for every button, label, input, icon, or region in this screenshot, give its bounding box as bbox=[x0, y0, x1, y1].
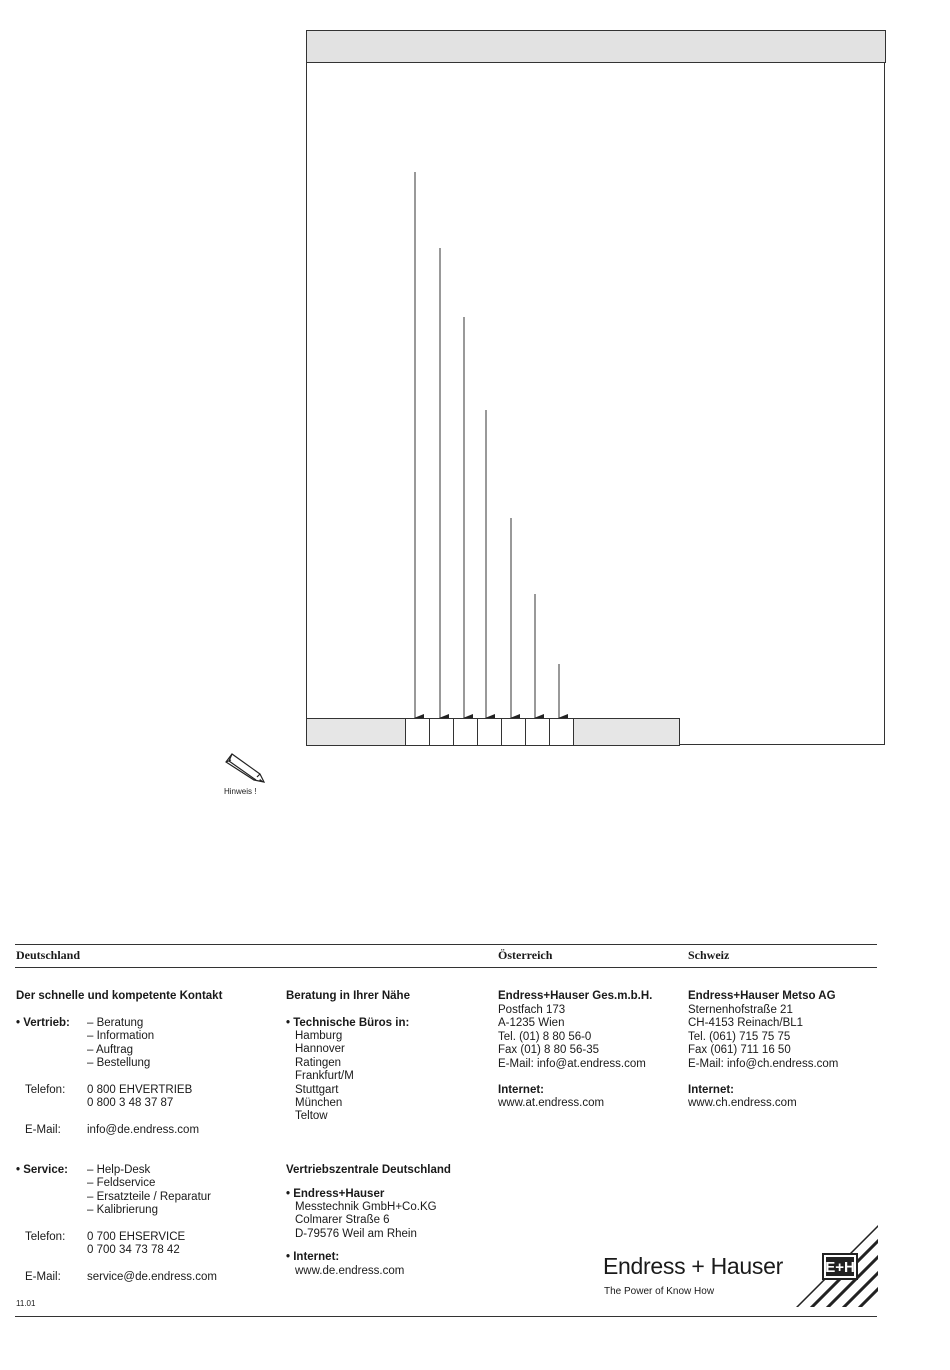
vertrieb-phones bbox=[87, 1084, 192, 1111]
footer-top-rule bbox=[15, 944, 877, 945]
zentrale-address bbox=[295, 1201, 437, 1241]
bueros-label: • Technische Büros in: bbox=[286, 1017, 410, 1029]
phone-number[interactable]: 0 700 34 73 78 42 bbox=[87, 1244, 180, 1257]
telefon-label: Telefon: bbox=[25, 1084, 66, 1096]
beratung-title: Beratung in Ihrer Nähe bbox=[286, 990, 410, 1002]
switzerland-internet-link[interactable]: www.ch.endress.com bbox=[688, 1097, 797, 1109]
address-line: E-Mail: info@ch.endress.com bbox=[688, 1057, 839, 1070]
phone-number[interactable]: 0 800 EHVERTRIEB bbox=[87, 1084, 193, 1096]
code-cell bbox=[502, 719, 526, 745]
list-item: Hamburg bbox=[295, 1030, 343, 1042]
service-email-link[interactable]: service@de.endress.com bbox=[87, 1271, 217, 1283]
brand-name: Endress + Hauser bbox=[603, 1253, 783, 1279]
address-line: Sternenhofstraße 21 bbox=[688, 1004, 793, 1016]
address-line: Messtechnik GmbH+Co.KG bbox=[295, 1201, 437, 1213]
list-item: – Help-Desk bbox=[87, 1164, 151, 1176]
list-item: – Information bbox=[87, 1030, 155, 1043]
address-line: CH-4153 Reinach/BL1 bbox=[688, 1017, 804, 1030]
company-label: • Endress+Hauser bbox=[286, 1188, 385, 1200]
footer-bottom-rule bbox=[15, 1316, 877, 1317]
list-item: Ratingen bbox=[295, 1056, 342, 1069]
vertrieb-email-link[interactable]: info@de.endress.com bbox=[87, 1124, 200, 1136]
austria-company: Endress+Hauser Ges.m.b.H. bbox=[498, 990, 653, 1002]
eh-logo-icon bbox=[796, 1225, 878, 1307]
address-line: Fax (061) 711 16 50 bbox=[688, 1044, 791, 1057]
order-code-bar bbox=[306, 718, 680, 746]
zentrale-title: Vertriebszentrale Deutschland bbox=[286, 1164, 451, 1176]
address-line: Colmarer Straße 6 bbox=[295, 1214, 390, 1227]
code-bar-suffix bbox=[574, 719, 679, 745]
list-item: – Feldservice bbox=[87, 1177, 156, 1190]
address-line: Postfach 173 bbox=[498, 1004, 566, 1016]
code-bar-prefix bbox=[307, 719, 406, 745]
country-switzerland: Schweiz bbox=[688, 948, 730, 962]
code-cell bbox=[406, 719, 430, 745]
austria-address bbox=[498, 1004, 646, 1071]
de-internet-link[interactable]: www.de.endress.com bbox=[295, 1265, 405, 1277]
service-telefon-label: Telefon: bbox=[25, 1231, 66, 1243]
list-item: – Auftrag bbox=[87, 1043, 134, 1056]
list-item: München bbox=[295, 1097, 343, 1110]
logo-text: E+H bbox=[825, 1259, 855, 1276]
code-cell bbox=[430, 719, 454, 745]
list-item: Stuttgart bbox=[295, 1083, 339, 1096]
service-email-label: E-Mail: bbox=[25, 1271, 61, 1283]
address-line: D-79576 Weil am Rhein bbox=[295, 1227, 417, 1240]
country-germany: Deutschland bbox=[16, 948, 81, 962]
address-line: Tel. (061) 715 75 75 bbox=[688, 1030, 791, 1043]
code-cell bbox=[454, 719, 478, 745]
list-item: – Ersatzteile / Reparatur bbox=[87, 1190, 212, 1203]
cities-list bbox=[295, 1030, 354, 1124]
code-cell bbox=[526, 719, 550, 745]
list-item: Teltow bbox=[295, 1110, 328, 1123]
email-label: E-Mail: bbox=[25, 1124, 61, 1136]
service-label: • Service: bbox=[16, 1164, 68, 1176]
list-item: – Kalibrierung bbox=[87, 1204, 158, 1217]
austria-internet-label: Internet: bbox=[498, 1084, 544, 1096]
note-label: Hinweis ! bbox=[224, 787, 257, 796]
address-line: E-Mail: info@at.endress.com bbox=[498, 1057, 646, 1070]
address-line: Tel. (01) 8 80 56-0 bbox=[498, 1030, 592, 1043]
list-item: – Beratung bbox=[87, 1017, 144, 1029]
de-internet-label: • Internet: bbox=[286, 1251, 340, 1263]
list-item: Hannover bbox=[295, 1043, 345, 1056]
austria-internet-link[interactable]: www.at.endress.com bbox=[498, 1097, 605, 1109]
list-item: – Bestellung bbox=[87, 1057, 151, 1070]
service-phones bbox=[87, 1231, 185, 1258]
pencil-note-icon bbox=[222, 752, 266, 784]
code-cell bbox=[550, 719, 574, 745]
switzerland-address bbox=[688, 1004, 838, 1071]
address-line: Fax (01) 8 80 56-35 bbox=[498, 1044, 600, 1057]
brand-slogan: The Power of Know How bbox=[604, 1286, 715, 1297]
address-line: A-1235 Wien bbox=[498, 1017, 565, 1030]
code-cell bbox=[478, 719, 502, 745]
kontakt-title: Der schnelle und kompetente Kontakt bbox=[16, 990, 223, 1002]
service-list bbox=[87, 1164, 211, 1218]
switzerland-company: Endress+Hauser Metso AG bbox=[688, 990, 836, 1002]
phone-number[interactable]: 0 800 3 48 37 87 bbox=[87, 1097, 174, 1110]
doc-date: 11.01 bbox=[16, 1299, 36, 1308]
phone-number[interactable]: 0 700 EHSERVICE bbox=[87, 1231, 186, 1243]
list-item: Frankfurt/M bbox=[295, 1070, 354, 1083]
country-austria: Österreich bbox=[498, 948, 553, 962]
footer-country-rule bbox=[15, 967, 877, 968]
switzerland-internet-label: Internet: bbox=[688, 1084, 734, 1096]
vertrieb-list bbox=[87, 1017, 154, 1071]
vertrieb-label: • Vertrieb: bbox=[16, 1017, 70, 1029]
